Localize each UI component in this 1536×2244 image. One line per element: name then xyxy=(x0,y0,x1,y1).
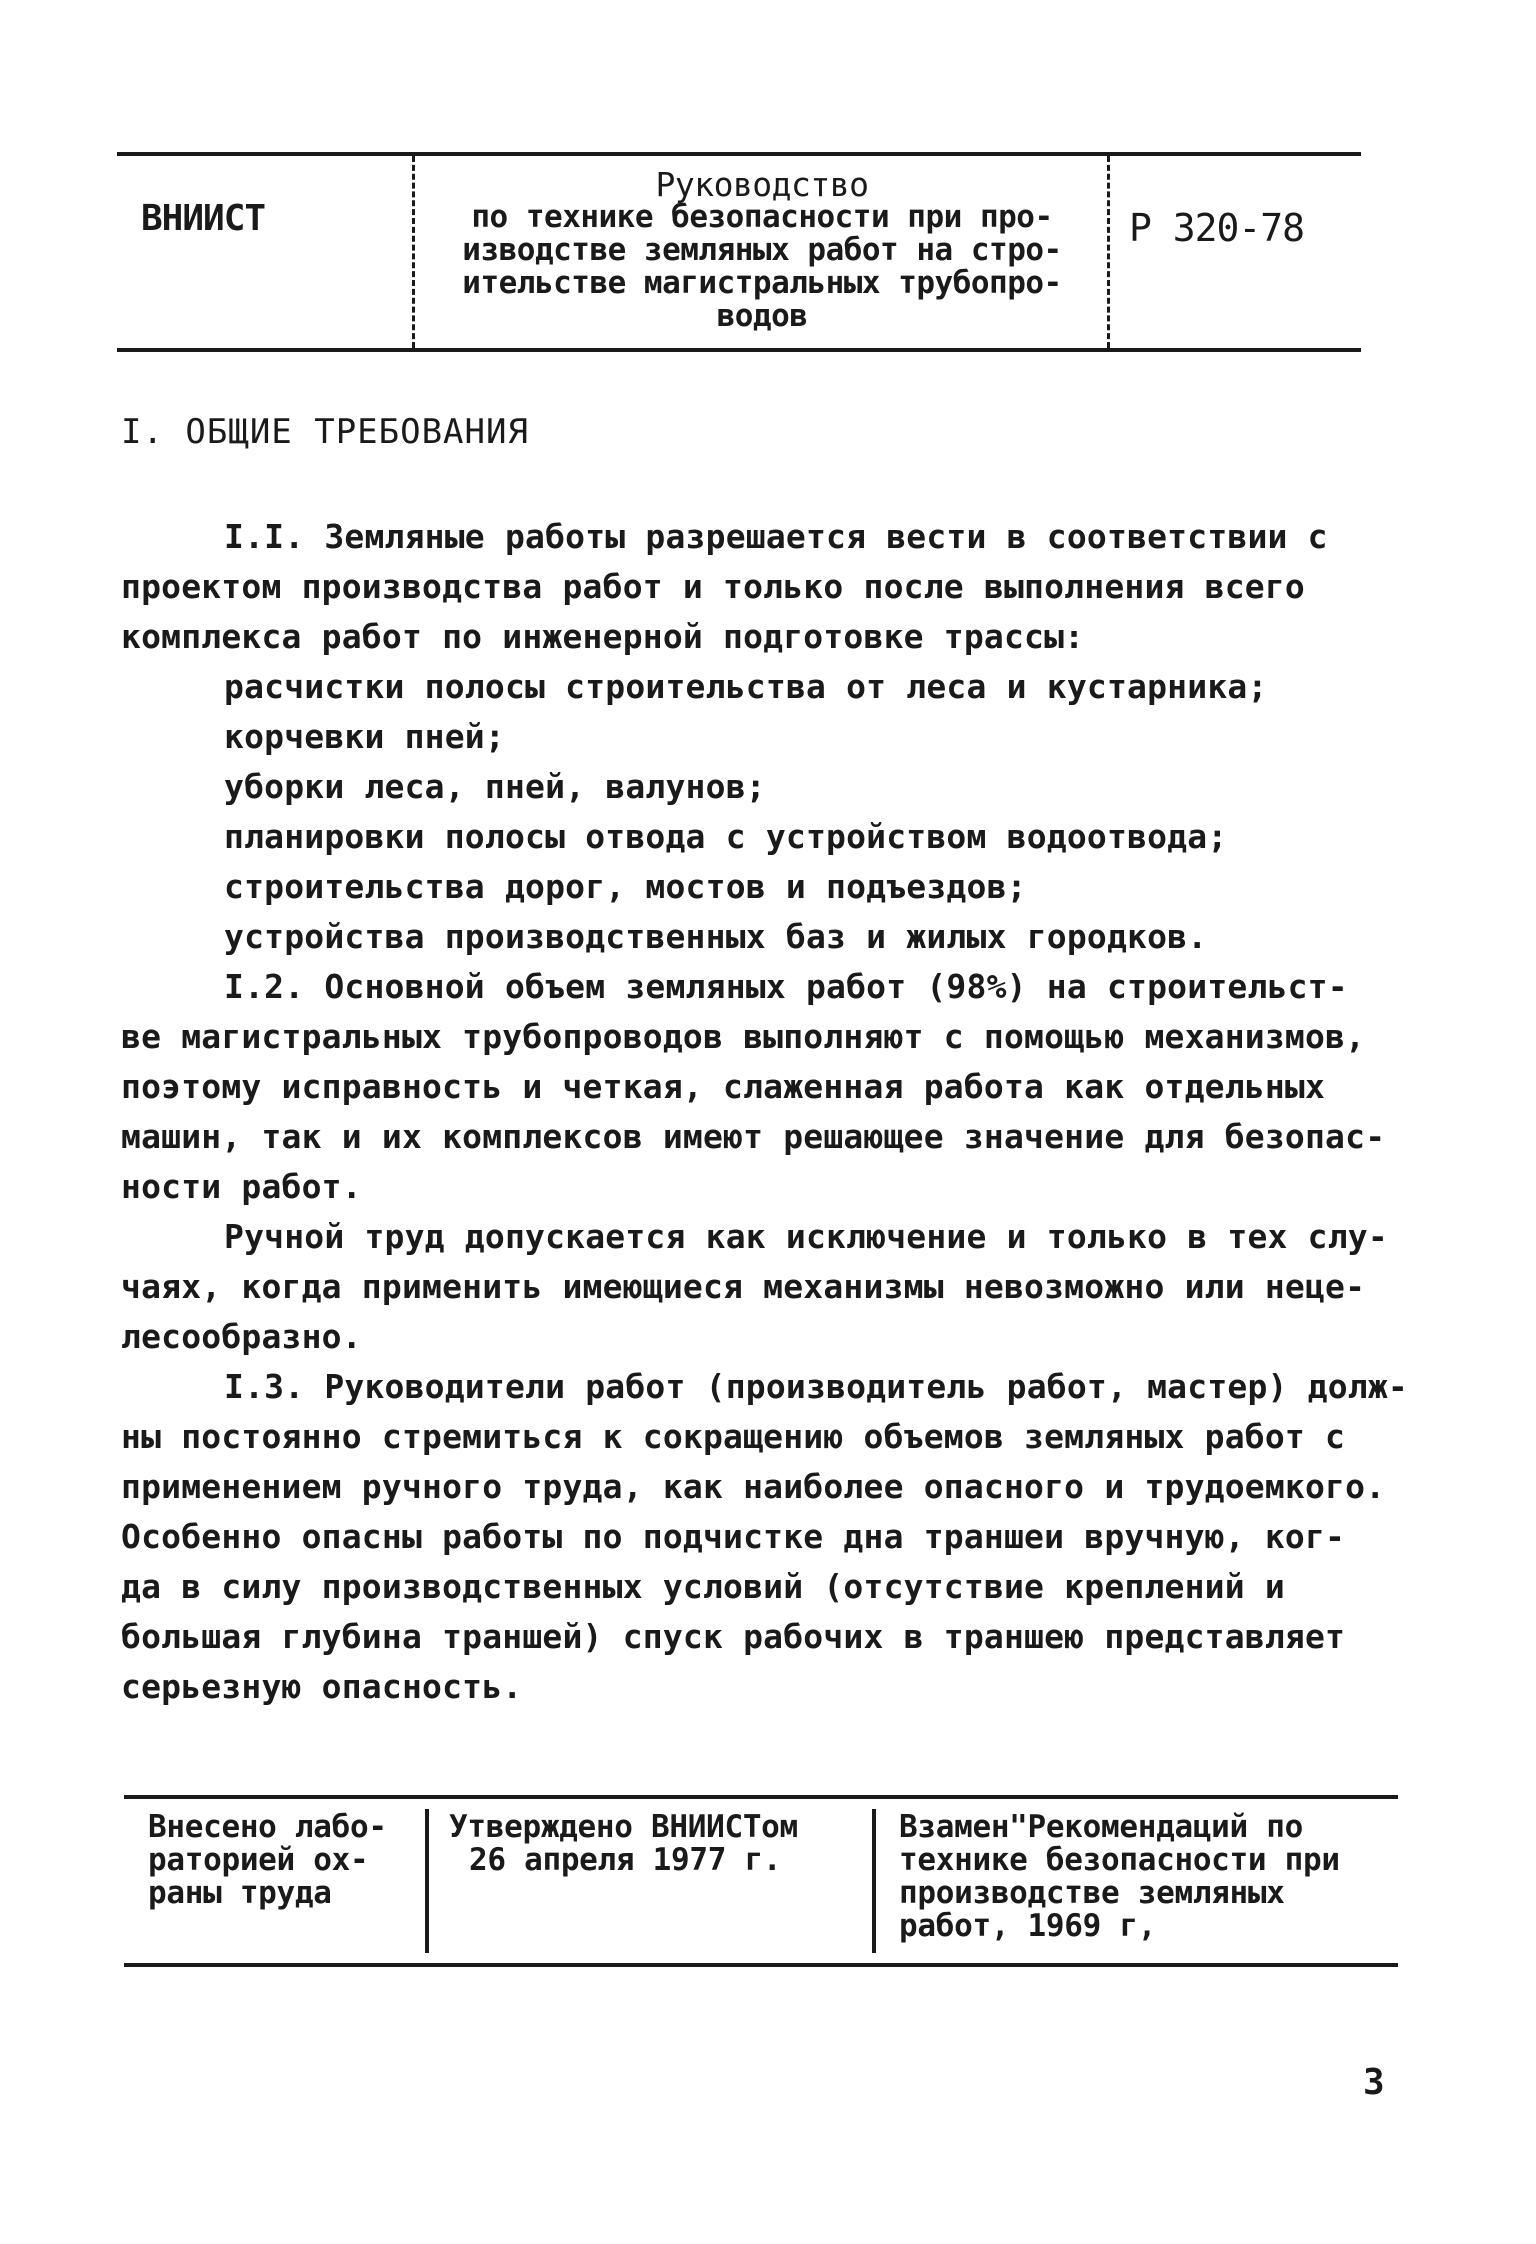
paragraph-line: I.2. Основной объем земляных работ (98%) на строительст- xyxy=(224,967,1348,1006)
paragraph-line: поэтому исправность и четкая, слаженная работа как отдельных xyxy=(121,1067,1326,1106)
paragraph-line: большая глубина траншей) спуск рабочих в траншею представляет xyxy=(121,1617,1346,1656)
document-title-line: ительстве магистральных трубопро- xyxy=(462,265,1062,301)
replaces-line: Взамен"Рекомендаций по xyxy=(899,1809,1303,1845)
paragraph-line: проектом производства работ и только после выполнения всего xyxy=(121,567,1305,606)
submitted-by-cell xyxy=(148,1811,387,1910)
paragraph-line: лесообразно. xyxy=(121,1317,362,1356)
organization-name: ВНИИСТ xyxy=(141,198,266,239)
replaces-line: работ, 1969 г, xyxy=(899,1908,1157,1944)
paragraph-line: применением ручного труда, как наиболее опасного и трудоемкого. xyxy=(121,1467,1386,1506)
list-item: планировки полосы отвода с устройством водоотвода; xyxy=(224,817,1228,856)
replaces-line: производстве земляных xyxy=(899,1875,1285,1911)
paragraph-line: комплекса работ по инженерной подготовке трассы: xyxy=(121,617,1085,656)
list-item: устройства производственных баз и жилых городков. xyxy=(224,917,1208,956)
submitted-by-line: раторией ох- xyxy=(148,1842,369,1878)
page-number: 3 xyxy=(1363,2062,1385,2103)
paragraph-line: да в силу производственных условий (отсутствие креплений и xyxy=(121,1567,1285,1606)
paragraph-line: серьезную опасность. xyxy=(121,1667,523,1706)
document-title-line: по технике безопасности при про- xyxy=(471,199,1053,235)
footer-divider xyxy=(872,1809,876,1953)
approved-by-cell xyxy=(449,1811,798,1877)
document-code: Р 320-78 xyxy=(1129,206,1305,250)
section-heading: I. ОБЩИЕ ТРЕБОВАНИЯ xyxy=(121,412,529,452)
document-title-line: водов xyxy=(716,298,808,334)
paragraph-line: машин, так и их комплексов имеют решающее значение для безопас- xyxy=(121,1117,1386,1156)
list-item: уборки леса, пней, валунов; xyxy=(224,767,766,806)
paragraph-line: Ручной труд допускается как исключение и только в тех слу- xyxy=(224,1217,1388,1256)
list-item: расчистки полосы строительства от леса и кустарника; xyxy=(224,667,1268,706)
document-title-line: изводстве земляных работ на стро- xyxy=(462,232,1062,268)
document-title-line: Руководство xyxy=(655,165,869,204)
paragraph-line: I.I. Земляные работы разрешается вести в соответствии с xyxy=(224,517,1328,556)
paragraph-line: ны постоянно стремиться к сокращению объемов земляных работ с xyxy=(121,1417,1346,1456)
replaces-cell xyxy=(899,1811,1340,1943)
replaces-line: технике безопасности при xyxy=(899,1842,1340,1878)
list-item: корчевки пней; xyxy=(224,717,505,756)
paragraph-line: I.3. Руководители работ (производитель работ, мастер) долж- xyxy=(224,1367,1408,1406)
submitted-by-line: Внесено лабо- xyxy=(148,1809,387,1845)
footer-divider xyxy=(425,1809,429,1953)
paragraph-line: ве магистральных трубопроводов выполняют с помощью механизмов, xyxy=(121,1017,1366,1056)
paragraph-line: Особенно опасны работы по подчистке дна траншеи вручную, ког- xyxy=(121,1517,1346,1556)
submitted-by-line: раны труда xyxy=(148,1875,332,1911)
paragraph-line: чаях, когда применить имеющиеся механизмы невозможно или неце- xyxy=(121,1267,1366,1306)
approval-date: 26 апреля 1977 г. xyxy=(469,1842,782,1878)
paragraph-line: ности работ. xyxy=(121,1167,362,1206)
document-header-table xyxy=(117,152,1361,352)
document-title xyxy=(409,165,1115,334)
list-item: строительства дорог, мостов и подъездов; xyxy=(224,867,1027,906)
approval-footer-table xyxy=(124,1795,1398,1967)
header-divider xyxy=(1107,156,1110,348)
approved-by-line: Утверждено ВНИИСТом xyxy=(449,1809,798,1845)
